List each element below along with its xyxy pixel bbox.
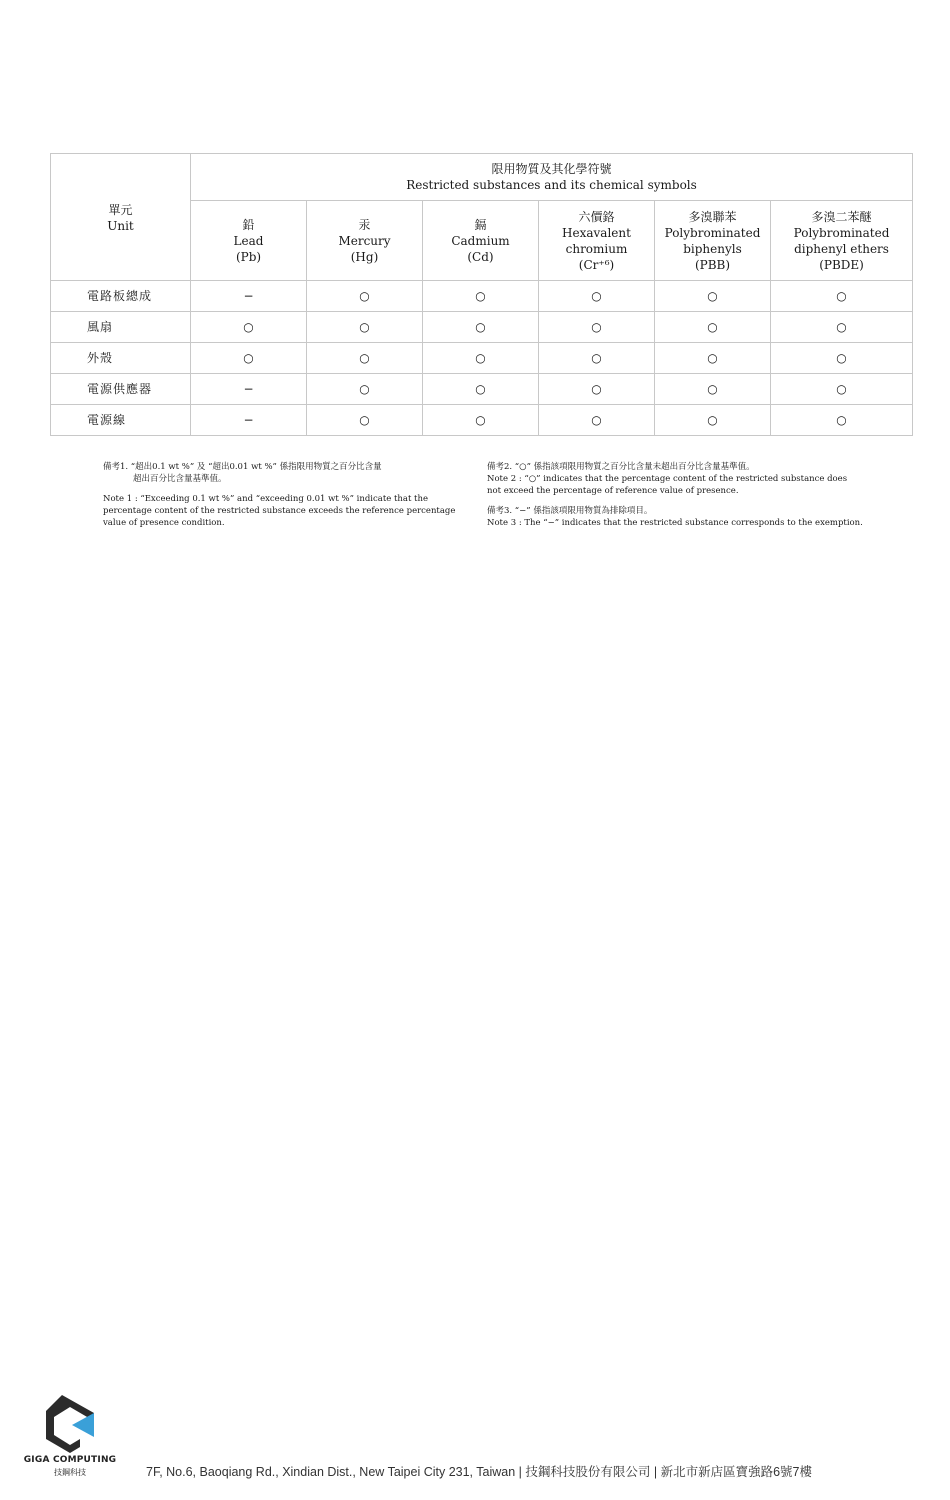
footer-address: 7F, No.6, Baoqiang Rd., Xindian Dist., New Taipei City 231, Taiwan | 技鋼科技股份有限公司 | 新北市新店區寶強路6號7樓 [146,1465,812,1479]
rohs-table-body [51,281,913,436]
substance-sym: (Cr⁺⁶) [578,257,615,272]
note3-zh: 備考3. “−” 係指該項限用物質為排除項目。 [487,506,653,516]
substance-zh: 汞 [358,217,371,232]
substance-mark: ○ [539,312,655,343]
substance-zh: 多溴聯苯 [688,209,737,224]
notes-right [487,461,867,529]
unit-en: Unit [107,219,134,233]
rohs-table [50,153,913,436]
substance-mark: − [191,281,307,312]
substance-en2: biphenyls [683,241,742,256]
substance-mark: ○ [307,405,423,436]
substance-mark: − [191,405,307,436]
substance-mark: ○ [539,281,655,312]
table-row [51,343,913,374]
substance-en2: chromium [565,241,628,256]
substance-mark: ○ [307,281,423,312]
substance-en1: Cadmium [451,233,510,248]
substance-mark: ○ [539,374,655,405]
substance-mark: ○ [655,343,771,374]
notes-left [103,461,458,529]
substance-mark: ○ [655,281,771,312]
substance-header-cell [655,201,771,281]
substance-zh: 多溴二苯醚 [811,209,872,224]
substance-en1: Hexavalent [562,225,631,240]
substance-mark: ○ [423,281,539,312]
note2-zh: 備考2. “○” 係指該項限用物質之百分比含量未超出百分比含量基準值。 [487,462,755,472]
unit-zh: 單元 [108,203,133,217]
brand-name: GIGA COMPUTING [23,1455,117,1465]
table-row [51,405,913,436]
substance-mark: ○ [771,312,913,343]
substance-zh: 鉛 [242,217,255,232]
substance-sym: (Hg) [350,249,379,264]
substance-header-cell [423,201,539,281]
substance-en2: diphenyl ethers [794,241,889,256]
substance-mark: ○ [655,374,771,405]
substance-en1: Lead [233,233,264,248]
substance-header-cell [307,201,423,281]
restricted-substances-header [191,154,913,201]
unit-header [51,154,191,281]
substance-sym: (Pb) [235,249,262,264]
note1-zh-line1: 備考1. “超出0.1 wt %” 及 “超出0.01 wt %” 係指限用物質之百分比含量 [103,462,382,472]
table-row [51,281,913,312]
substance-mark: ○ [655,405,771,436]
restricted-header-en: Restricted substances and its chemical symbols [406,178,697,192]
substance-mark: ○ [771,405,913,436]
substance-mark: ○ [655,312,771,343]
substance-mark: ○ [771,281,913,312]
note1-zh-line2: 超出百分比含量基準值。 [133,474,227,484]
substance-mark: ○ [539,405,655,436]
substance-en1: Mercury [338,233,391,248]
note1-en: Note 1 : “Exceeding 0.1 wt %” and “exceeding 0.01 wt %” indicate that the percentage content of the restricted substance exceeds the reference percentage value of presence condition. [103,494,456,528]
note3-en: Note 3 : The “−” indicates that the restricted substance corresponds to the exemption. [487,518,863,528]
substance-mark: ○ [539,343,655,374]
table-row [51,374,913,405]
substance-zh: 六價鉻 [578,209,615,224]
substance-sym: (PBB) [694,257,731,272]
substance-zh: 鎘 [474,217,487,232]
substance-header-cell [771,201,913,281]
substance-mark: ○ [423,343,539,374]
substance-sym: (PBDE) [819,257,864,272]
substance-mark: ○ [423,405,539,436]
restricted-header-zh: 限用物質及其化學符號 [491,162,612,176]
substance-mark: ○ [307,343,423,374]
part-name: 外殼 [51,343,191,374]
substance-mark: ○ [191,312,307,343]
substance-mark: ○ [191,343,307,374]
table-row [51,312,913,343]
substance-mark: ○ [771,343,913,374]
brand-sub: 技鋼科技 [54,1468,86,1477]
substance-en1: Polybrominated [664,225,761,240]
substance-mark: ○ [423,374,539,405]
part-name: 電路板總成 [51,281,191,312]
substance-mark: ○ [423,312,539,343]
part-name: 電源供應器 [51,374,191,405]
note2-en-line1: Note 2 : “○” indicates that the percentage content of the restricted substance does [487,474,848,484]
substance-mark: ○ [307,312,423,343]
note2-en-line2: not exceed the percentage of reference value of presence. [487,486,739,496]
substance-header-cell [191,201,307,281]
substance-mark: ○ [771,374,913,405]
substance-mark: ○ [307,374,423,405]
substance-header-cell [539,201,655,281]
part-name: 電源線 [51,405,191,436]
substance-mark: − [191,374,307,405]
substance-sym: (Cd) [467,249,494,264]
substance-en1: Polybrominated [793,225,890,240]
part-name: 風扇 [51,312,191,343]
